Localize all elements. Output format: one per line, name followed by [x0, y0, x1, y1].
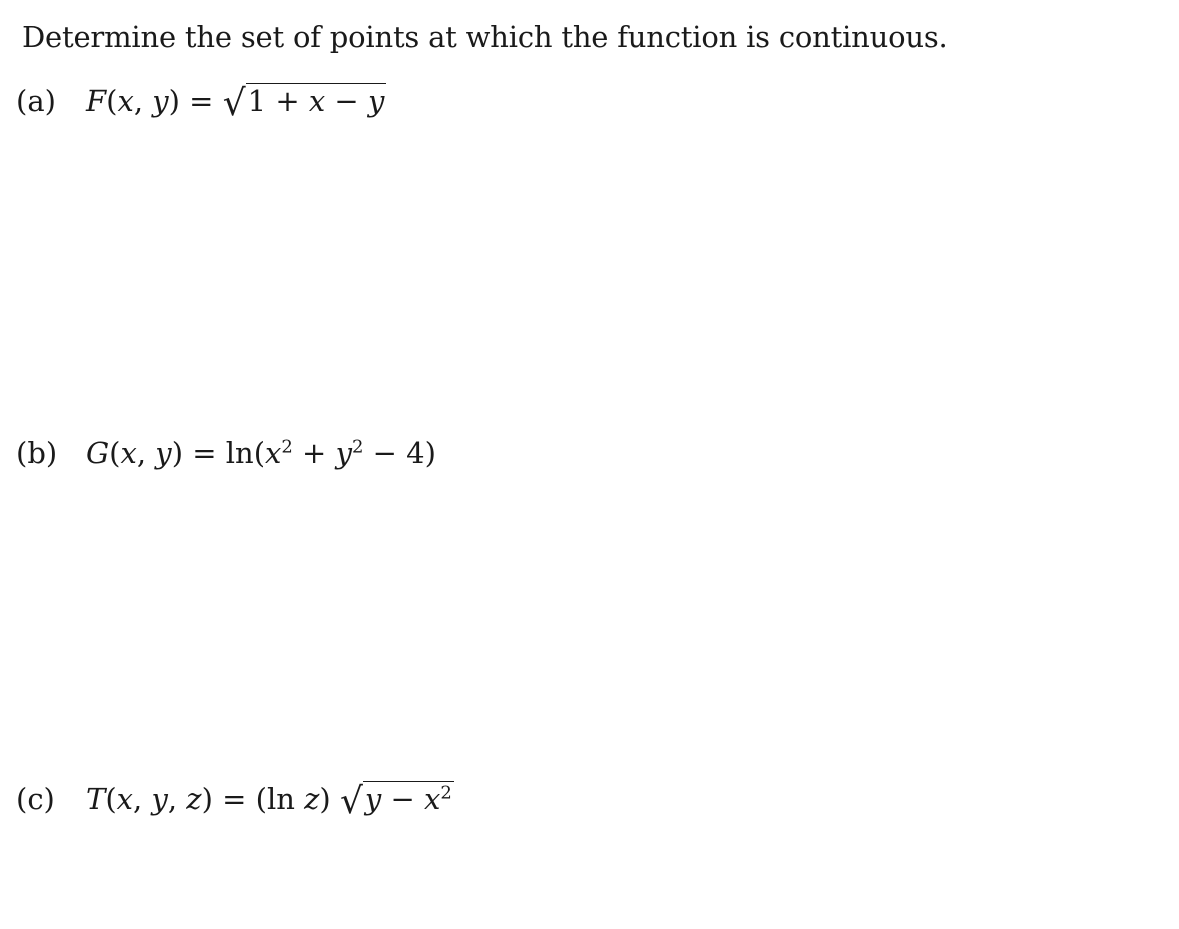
problem-a-sqrt — [222, 82, 387, 124]
problem-a-lhs: F(x, y) = — [86, 84, 214, 118]
instructions-text: Determine the set of points at which the function is continuous. — [22, 20, 948, 54]
problem-a-label: (a) — [16, 84, 56, 118]
sqrt-icon: √ — [339, 781, 363, 822]
problem-b-formula: G(x, $y) = \ln(x^2 + y^2 - 4)$ — [86, 436, 436, 470]
problem-c — [16, 780, 454, 822]
problem-c-formula — [86, 780, 454, 822]
problem-a-formula — [86, 82, 386, 124]
problem-c-lhs: T(x, y, z) = (ln z) — [86, 782, 331, 816]
problem-c-sqrt — [339, 780, 454, 822]
problem-a-radicand: 1 + x − y — [247, 84, 385, 118]
problem-c-label: (c) — [16, 782, 55, 816]
sqrt-icon: √ — [222, 83, 246, 124]
problem-b-label: (b) — [16, 436, 58, 470]
problem-c-radicand: $y - x^2$ — [364, 782, 452, 816]
problem-b — [16, 436, 436, 470]
problem-a — [16, 82, 386, 124]
